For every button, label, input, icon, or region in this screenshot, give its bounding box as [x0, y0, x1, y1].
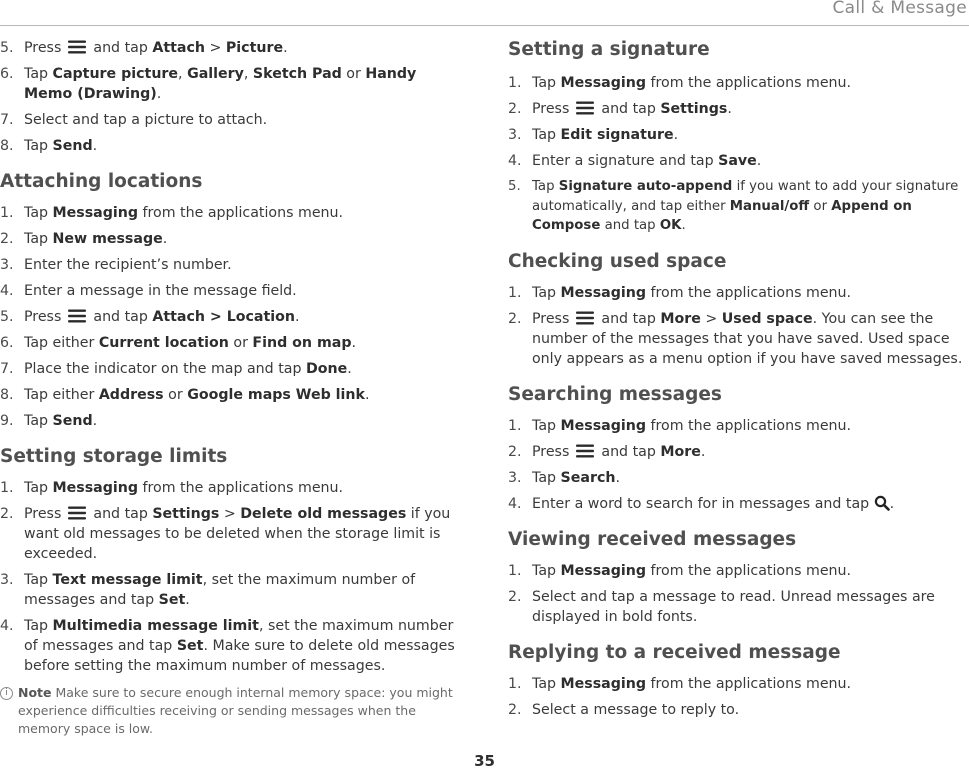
- section-title: Searching messages: [508, 383, 722, 405]
- list-item: 2. Tap New message.: [0, 231, 168, 247]
- list-item: 5. Press and tap Attach > Picture.: [0, 40, 288, 56]
- list-item: 5. Press and tap Attach > Location.: [0, 309, 300, 325]
- section-title: Setting a signature: [508, 39, 710, 60]
- used-space-steps: [508, 283, 969, 369]
- list-item: 1. Tap Messaging from the applications menu.: [508, 562, 852, 579]
- searching-steps: [508, 416, 969, 514]
- list-item: 3. Tap Edit signature.: [508, 127, 679, 143]
- note-text: Make sure to secure enough internal memory space: you might experience difficulties receiving or sending messages when the memory space is low.: [18, 685, 453, 736]
- info-icon: i: [0, 687, 13, 700]
- list-item: 1. Tap Messaging from the applications menu.: [508, 675, 852, 692]
- list-item: 2. Press and tap Settings > Delete old messages if you want old messages to be deleted when the storage limit is exceeded.: [0, 506, 451, 562]
- left-column: [0, 38, 462, 738]
- menu-icon: [575, 310, 595, 326]
- list-item: 4. Enter a signature and tap Save.: [508, 153, 762, 169]
- list-item: 3. Enter the recipient’s number.: [0, 257, 232, 273]
- section-title: Attaching locations: [0, 171, 203, 192]
- list-item: 2. Press and tap Settings.: [508, 101, 732, 117]
- section-title: Setting storage limits: [0, 446, 228, 467]
- signature-steps: [508, 73, 969, 236]
- storage-steps: [0, 478, 462, 676]
- list-item: 6. Tap either Current location or Find on map.: [0, 335, 356, 351]
- list-item: 2. Select a message to reply to.: [508, 701, 740, 718]
- attaching-steps: [0, 203, 462, 431]
- search-icon: [874, 495, 890, 511]
- menu-icon: [575, 100, 595, 116]
- list-item: 2. Press and tap More.: [508, 443, 706, 460]
- list-item: 8. Tap either Address or Google maps Web link.: [0, 387, 370, 403]
- list-item: 1. Tap Messaging from the applications menu.: [508, 75, 852, 91]
- menu-icon: [575, 443, 595, 459]
- list-item: 1. Tap Messaging from the applications menu.: [0, 205, 344, 221]
- note-label: Note: [18, 685, 52, 700]
- replying-steps: [508, 674, 969, 720]
- list-item: 6. Tap Capture picture, Gallery, Sketch Pad or Handy Memo (Drawing).: [0, 66, 417, 102]
- right-column: [508, 38, 969, 720]
- page-number: 35: [474, 752, 495, 770]
- list-item: 3. Tap Text message limit, set the maximum number of messages and tap Set.: [0, 572, 416, 608]
- section-title: Viewing received messages: [508, 528, 797, 550]
- header-rule: [0, 25, 969, 26]
- list-item: 2. Select and tap a message to read. Unread messages are displayed in bold fonts.: [508, 588, 935, 625]
- menu-icon: [67, 505, 87, 521]
- list-item: 1. Tap Messaging from the applications menu.: [508, 417, 852, 434]
- note: [0, 684, 462, 738]
- list-item: 4. Tap Multimedia message limit, set the maximum number of messages and tap Set. Make sure to delete old messages before setting the maximum number of messages.: [0, 618, 455, 674]
- section-title: Checking used space: [508, 250, 727, 272]
- page-header-title: Call & Message: [832, 0, 967, 18]
- menu-icon: [67, 39, 87, 55]
- viewing-steps: [508, 561, 969, 627]
- list-item: 4. Enter a word to search for in messages and tap .: [508, 495, 895, 512]
- list-item: 4. Enter a message in the message field.: [0, 283, 297, 299]
- list-item: 8. Tap Send.: [0, 138, 98, 154]
- list-item: 5. Tap Signature auto-append if you want to add your signature automatically, and tap either Manual/off or Append on Compose and tap OK.: [508, 179, 959, 233]
- list-item: 7. Place the indicator on the map and tap Done.: [0, 361, 352, 377]
- section-title: Replying to a received message: [508, 641, 841, 663]
- menu-icon: [67, 308, 87, 324]
- list-item: 7. Select and tap a picture to attach.: [0, 112, 268, 128]
- list-item: 1. Tap Messaging from the applications menu.: [508, 284, 852, 301]
- list-item: 2. Press and tap More > Used space. You can see the number of the messages that you have saved. Used space only appears as a menu option if you have saved messages.: [508, 310, 963, 367]
- intro-steps: [0, 38, 462, 156]
- list-item: 3. Tap Search.: [508, 469, 620, 486]
- list-item: 1. Tap Messaging from the applications menu.: [0, 480, 344, 496]
- list-item: 9. Tap Send.: [0, 413, 98, 429]
